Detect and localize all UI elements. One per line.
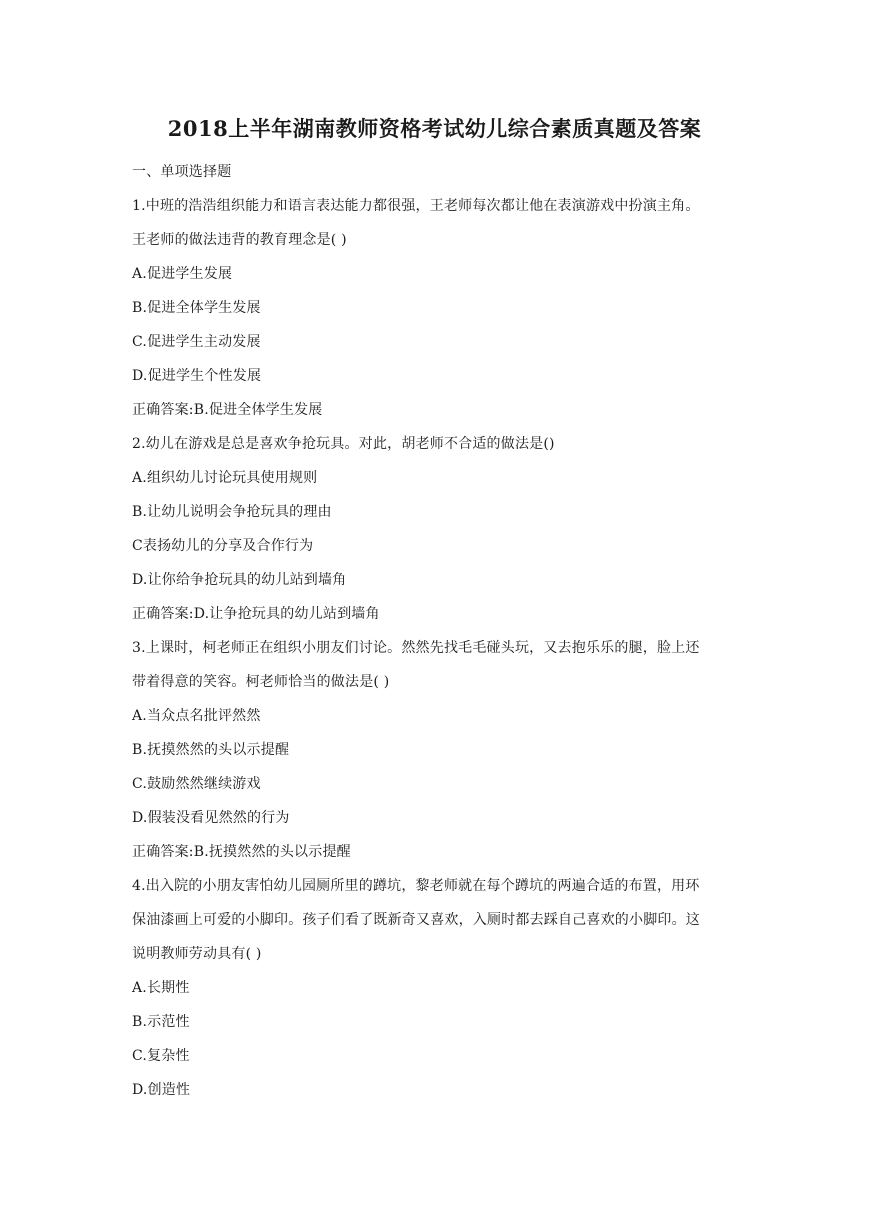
question-stem-line: 说明教师劳动具有( ) xyxy=(132,946,262,962)
option-c: C.促进学生主动发展 xyxy=(132,334,261,350)
question-1 xyxy=(132,189,752,427)
option-c: C.鼓励然然继续游戏 xyxy=(132,776,261,792)
question-stem-line: 保油漆画上可爱的小脚印。孩子们看了既新奇又喜欢，入厕时都去踩自己喜欢的小脚印。这 xyxy=(132,912,700,928)
option-c: C.复杂性 xyxy=(132,1048,190,1064)
option-b: B.抚摸然然的头以示提醒 xyxy=(132,742,290,758)
option-a: A.促进学生发展 xyxy=(132,266,233,282)
answer-line: 正确答案:D.让争抢玩具的幼儿站到墙角 xyxy=(132,606,380,622)
option-b: B.示范性 xyxy=(132,1014,190,1030)
section-heading: 一、单项选择题 xyxy=(132,164,232,180)
option-d: D.创造性 xyxy=(132,1082,191,1098)
option-d: D.假装没看见然然的行为 xyxy=(132,810,290,826)
answer-line: 正确答案:B.促进全体学生发展 xyxy=(132,402,323,418)
option-d: D.促进学生个性发展 xyxy=(132,368,262,384)
question-stem-line: 2.幼儿在游戏是总是喜欢争抢玩具。对此，胡老师不合适的做法是() xyxy=(132,436,555,452)
question-stem-line: 3.上课时，柯老师正在组织小朋友们讨论。然然先找毛毛碰头玩，又去抱乐乐的腿，脸上还 xyxy=(132,640,700,656)
option-a: A.组织幼儿讨论玩具使用规则 xyxy=(132,470,318,486)
option-c: C表扬幼儿的分享及合作行为 xyxy=(132,538,314,554)
question-stem-line: 4.出入院的小朋友害怕幼儿园厕所里的蹲坑，黎老师就在每个蹲坑的两遍合适的布置，用环 xyxy=(132,878,700,894)
question-stem-line: 带着得意的笑容。柯老师恰当的做法是( ) xyxy=(132,674,390,690)
question-stem-line: 王老师的做法违背的教育理念是( ) xyxy=(132,232,347,248)
question-2 xyxy=(132,427,752,631)
option-a: A.当众点名批评然然 xyxy=(132,708,261,724)
option-b: B.让幼儿说明会争抢玩具的理由 xyxy=(132,504,332,520)
question-4 xyxy=(132,869,752,1107)
document-title: 2018上半年湖南教师资格考试幼儿综合素质真题及答案 xyxy=(167,116,702,141)
option-d: D.让你给争抢玩具的幼儿站到墙角 xyxy=(132,572,347,588)
question-stem-line: 1.中班的浩浩组织能力和语言表达能力都很强，王老师每次都让他在表演游戏中扮演主角。 xyxy=(132,198,700,214)
question-3 xyxy=(132,631,752,869)
option-a: A.长期性 xyxy=(132,980,190,996)
answer-line: 正确答案:B.抚摸然然的头以示提醒 xyxy=(132,844,351,860)
document-body xyxy=(132,155,752,1107)
option-b: B.促进全体学生发展 xyxy=(132,300,261,316)
